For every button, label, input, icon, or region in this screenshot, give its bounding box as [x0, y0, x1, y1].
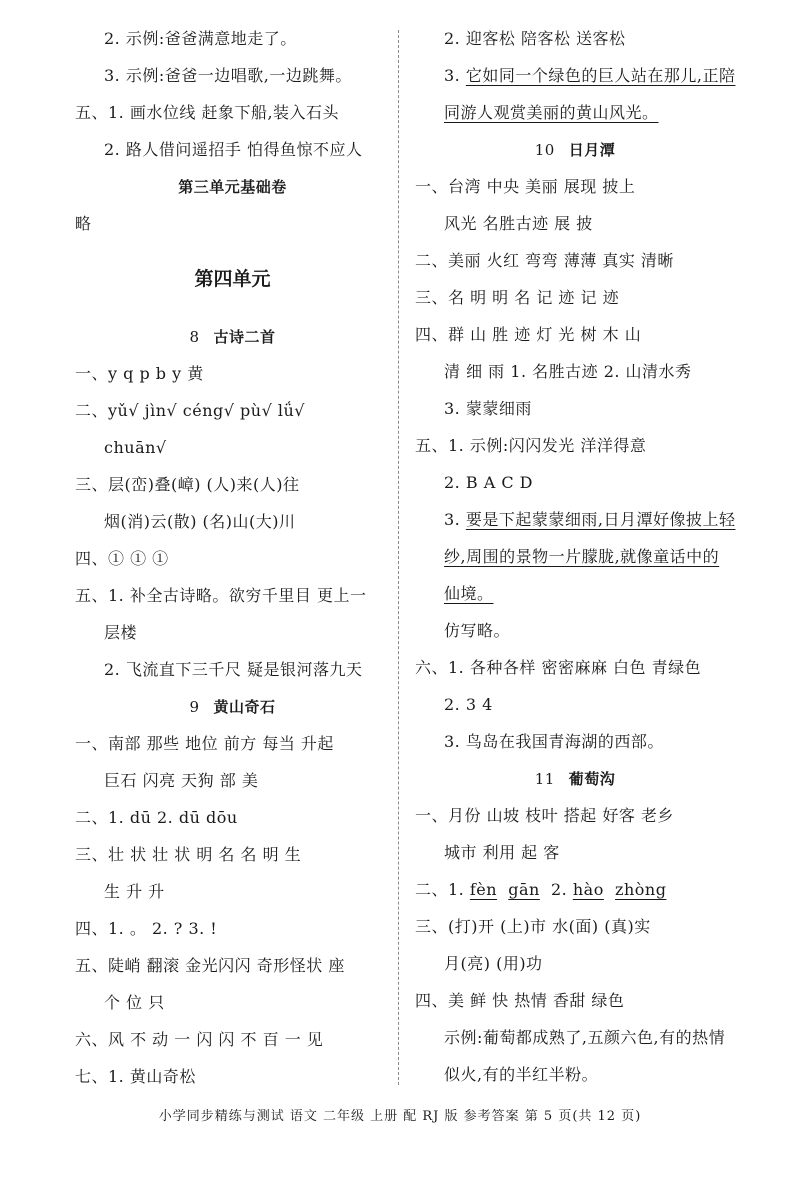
underlined-answer: 纱,周围的景物一片朦胧,就像童话中的	[444, 547, 720, 566]
answer-line: 清 细 雨 1. 名胜古迹 2. 山清水秀	[444, 362, 692, 381]
answer-line: 五、陡峭 翻滚 金光闪闪 奇形怪状 座	[75, 956, 345, 975]
answer-line: 2. 3 4	[444, 695, 493, 714]
answer-line: 四、美 鲜 快 热情 香甜 绿色	[415, 991, 625, 1010]
answer-line	[415, 575, 735, 612]
answer-line: 2. B A C D	[444, 473, 533, 492]
underlined-answer: 要是下起蒙蒙细雨,日月潭好像披上轻	[465, 510, 736, 529]
spacer	[497, 880, 508, 899]
spacer	[604, 880, 615, 899]
left-column	[75, 20, 390, 1095]
answer-line: 一、台湾 中央 美丽 展现 披上	[415, 177, 636, 196]
answer-line: 三、层(峦)叠(嶂) (人)来(人)往	[75, 475, 300, 494]
answer-line: 2. 飞流直下三千尺 疑是银河落九天	[104, 660, 363, 679]
pinyin-answer: zhòng	[615, 880, 667, 899]
answer-line: 巨石 闪亮 天狗 部 美	[104, 771, 259, 790]
answer-line: 三、壮 状 壮 状 明 名 名 明 生	[75, 845, 302, 864]
page-footer: 小学同步精练与测试 语文 二年级 上册 配 RJ 版 参考答案 第 5 页(共 12 页)	[158, 1109, 642, 1124]
lesson-number: 9	[189, 698, 200, 716]
answer-line: 四、群 山 胜 迹 灯 光 树 木 山	[415, 325, 642, 344]
answer-line: 3. 鸟岛在我国青海湖的西部。	[444, 732, 664, 751]
answer-line	[415, 94, 735, 131]
answer-line: 一、y q p b y 黄	[75, 364, 204, 383]
answer-line: 示例:葡萄都成熟了,五颜六色,有的热情	[444, 1028, 726, 1047]
unit3-answer: 略	[75, 214, 92, 233]
answer-line	[415, 501, 735, 538]
answer-line: 月(亮) (用)功	[444, 954, 543, 973]
answer-line	[415, 538, 735, 575]
underlined-answer: 同游人观赏美丽的黄山风光。	[444, 103, 659, 122]
answer-line: 生 升 升	[104, 882, 165, 901]
underlined-answer: 仙境。	[444, 584, 494, 603]
lesson-title: 日月潭	[568, 141, 616, 159]
lesson-title: 古诗二首	[213, 328, 276, 346]
answer-line: 五、1. 示例:闪闪发光 洋洋得意	[415, 436, 647, 455]
answer-line: 三、名 明 明 名 记 迹 记 迹	[415, 288, 620, 307]
answer-line: 烟(消)云(散) (名)山(大)川	[104, 512, 296, 531]
answer-line: 仿写略。	[444, 621, 511, 640]
answer-line: 五、1. 画水位线 赶象下船,装入石头	[75, 103, 340, 122]
lesson10-heading	[415, 131, 735, 168]
answer-line	[415, 871, 735, 908]
lesson9-heading	[75, 688, 390, 725]
underlined-answer: 它如同一个绿色的巨人站在那儿,正陪	[465, 66, 736, 85]
answer-line: 六、风 不 动 一 闪 闪 不 百 一 见	[75, 1030, 324, 1049]
lesson8-heading	[75, 318, 390, 355]
lesson-number: 10	[534, 141, 555, 159]
answer-line: 五、1. 补全古诗略。欲穷千里目 更上一	[75, 586, 367, 605]
answer-line: 2. 路人借问遥招手 怕得鱼惊不应人	[104, 140, 363, 159]
unit4-title: 第四单元	[194, 268, 271, 290]
lesson-title: 葡萄沟	[568, 770, 616, 788]
answer-line: 3. 蒙蒙细雨	[444, 399, 532, 418]
answer-line: 个 位 只	[104, 993, 165, 1012]
lesson-number: 8	[189, 328, 200, 346]
answer-line: 二、yǔ√ jìn√ céng√ pù√ lǘ√	[75, 401, 305, 420]
answer-line: 风光 名胜古迹 展 披	[444, 214, 593, 233]
unit3-title: 第三单元基础卷	[178, 178, 287, 196]
answer-line: 2. 迎客松 陪客松 送客松	[444, 29, 626, 48]
item-number: 3.	[444, 66, 466, 85]
answer-line: 六、1. 各种各样 密密麻麻 白色 青绿色	[415, 658, 702, 677]
item-number: 二、1.	[415, 880, 470, 899]
item-number: 2.	[539, 880, 573, 899]
lesson-number: 11	[534, 770, 555, 788]
answer-line: 层楼	[104, 623, 138, 642]
answer-line: 似火,有的半红半粉。	[444, 1065, 599, 1084]
pinyin-answer: fèn	[469, 880, 498, 899]
item-number: 3.	[444, 510, 466, 529]
column-divider	[398, 30, 399, 1085]
answer-line	[415, 57, 735, 94]
answer-line: 二、1. dū 2. dū dōu	[75, 808, 238, 827]
answer-line: 三、(打)开 (上)市 水(面) (真)实	[415, 917, 651, 936]
answer-line: chuān√	[104, 438, 167, 457]
lesson-title: 黄山奇石	[213, 698, 276, 716]
answer-line: 四、1. 。 2. ? 3. !	[75, 919, 218, 938]
answer-line: 二、美丽 火红 弯弯 薄薄 真实 清晰	[415, 251, 674, 270]
answer-line: 2. 示例:爸爸满意地走了。	[104, 29, 297, 48]
answer-line: 七、1. 黄山奇松	[75, 1067, 196, 1086]
lesson11-heading	[415, 760, 735, 797]
right-column	[415, 20, 735, 1093]
answer-line: 一、月份 山坡 枝叶 搭起 好客 老乡	[415, 806, 674, 825]
pinyin-answer: hào	[572, 880, 604, 899]
answer-line: 3. 示例:爸爸一边唱歌,一边跳舞。	[104, 66, 352, 85]
answer-line: 城市 利用 起 客	[444, 843, 560, 862]
answer-line: 四、① ① ①	[75, 549, 169, 568]
answer-line: 一、南部 那些 地位 前方 每当 升起	[75, 734, 334, 753]
pinyin-answer: gān	[508, 880, 540, 899]
